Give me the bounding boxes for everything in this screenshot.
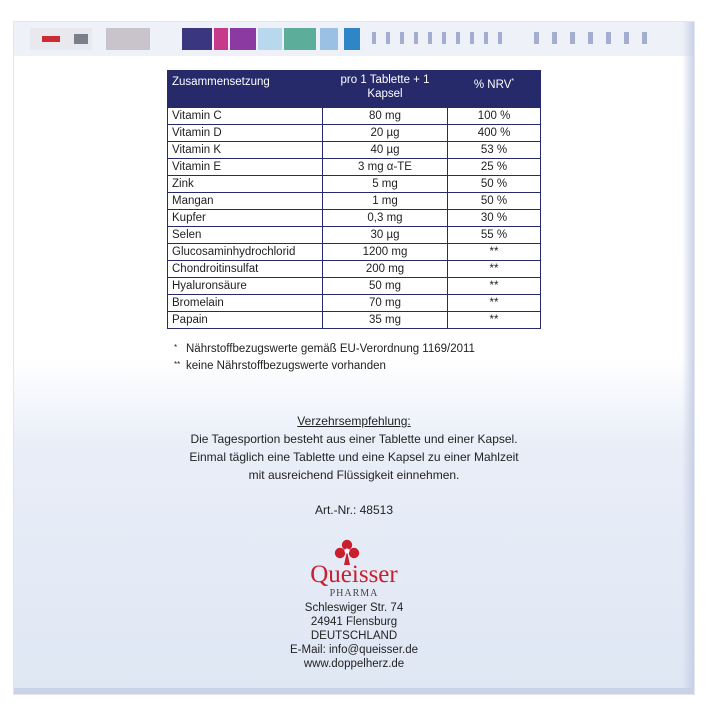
cell-amount: 5 mg xyxy=(323,176,448,193)
package-back xyxy=(14,22,694,694)
table-header-row xyxy=(168,71,541,108)
table-row xyxy=(168,108,541,125)
cell-ingredient: Glucosaminhydrochlorid xyxy=(168,244,323,261)
table-row xyxy=(168,227,541,244)
cell-nrv: ** xyxy=(448,295,541,312)
cell-nrv: 53 % xyxy=(448,142,541,159)
footnote-text: keine Nährstoffbezugswerte vorhanden xyxy=(186,360,386,372)
cell-ingredient: Vitamin E xyxy=(168,159,323,176)
usage-heading: Verzehrsempfehlung: xyxy=(297,414,411,428)
cell-amount: 1 mg xyxy=(323,193,448,210)
footnote-mark: * xyxy=(174,343,178,352)
col-header-composition: Zusammensetzung xyxy=(168,71,323,108)
cell-ingredient: Hyaluronsäure xyxy=(168,278,323,295)
usage-line-2: Einmal täglich eine Tablette und eine Kapsel zu einer Mahlzeit xyxy=(189,450,519,464)
cell-ingredient: Vitamin D xyxy=(168,125,323,142)
cell-nrv: 400 % xyxy=(448,125,541,142)
footnote-1 xyxy=(174,343,475,355)
cell-nrv: 30 % xyxy=(448,210,541,227)
article-number: Art.-Nr.: 48513 xyxy=(314,503,394,517)
cell-ingredient: Bromelain xyxy=(168,295,323,312)
cell-amount: 3 mg α-TE xyxy=(323,159,448,176)
col-header-nrv-sup: * xyxy=(511,78,515,85)
col-header-amount: pro 1 Tablette + 1 Kapsel xyxy=(323,71,448,108)
cell-nrv: 25 % xyxy=(448,159,541,176)
address-website: www.doppelherz.de xyxy=(303,658,405,670)
cell-ingredient: Zink xyxy=(168,176,323,193)
col-header-nrv-label: % NRV xyxy=(473,78,512,91)
cell-nrv: ** xyxy=(448,278,541,295)
cell-nrv: 100 % xyxy=(448,108,541,125)
cell-amount: 1200 mg xyxy=(323,244,448,261)
cell-nrv: 55 % xyxy=(448,227,541,244)
table-row xyxy=(168,210,541,227)
address-country: DEUTSCHLAND xyxy=(310,630,398,642)
table-row xyxy=(168,244,541,261)
cell-amount: 40 µg xyxy=(323,142,448,159)
cell-amount: 70 mg xyxy=(323,295,448,312)
cell-amount: 35 mg xyxy=(323,312,448,329)
footnote-mark: ** xyxy=(174,360,181,369)
address-email: E-Mail: info@queisser.de xyxy=(289,644,418,656)
usage-line-1: Die Tagesportion besteht aus einer Tablette und einer Kapsel. xyxy=(190,432,518,446)
table-row xyxy=(168,176,541,193)
nutrition-table xyxy=(167,70,541,329)
cell-amount: 80 mg xyxy=(323,108,448,125)
cell-ingredient: Vitamin C xyxy=(168,108,323,125)
table-row xyxy=(168,261,541,278)
table-row xyxy=(168,142,541,159)
cell-ingredient: Mangan xyxy=(168,193,323,210)
table-row xyxy=(168,125,541,142)
usage-line-3: mit ausreichend Flüssigkeit einnehmen. xyxy=(248,468,460,482)
address-street: Schleswiger Str. 74 xyxy=(304,602,404,614)
footnote-2 xyxy=(174,360,386,372)
address-city: 24941 Flensburg xyxy=(310,616,398,628)
table-row xyxy=(168,278,541,295)
table-body xyxy=(168,108,541,329)
packaging-top-strip xyxy=(14,22,694,56)
cell-ingredient: Vitamin K xyxy=(168,142,323,159)
col-header-nrv xyxy=(448,71,541,108)
cell-nrv: 50 % xyxy=(448,176,541,193)
cell-amount: 200 mg xyxy=(323,261,448,278)
cell-nrv: ** xyxy=(448,312,541,329)
box-bottom-edge xyxy=(14,688,694,694)
cell-nrv: ** xyxy=(448,261,541,278)
cell-amount: 20 µg xyxy=(323,125,448,142)
footnote-text: Nährstoffbezugswerte gemäß EU-Verordnung 1169/2011 xyxy=(186,343,475,355)
cell-nrv: 50 % xyxy=(448,193,541,210)
cell-ingredient: Papain xyxy=(168,312,323,329)
table-row xyxy=(168,193,541,210)
cell-ingredient: Selen xyxy=(168,227,323,244)
cell-amount: 0,3 mg xyxy=(323,210,448,227)
brand-sub: PHARMA xyxy=(329,588,379,599)
table-row xyxy=(168,312,541,329)
table-row xyxy=(168,159,541,176)
table-row xyxy=(168,295,541,312)
brand-name: Queisser xyxy=(310,561,398,588)
cell-ingredient: Kupfer xyxy=(168,210,323,227)
cell-amount: 50 mg xyxy=(323,278,448,295)
cell-ingredient: Chondroitinsulfat xyxy=(168,261,323,278)
cell-nrv: ** xyxy=(448,244,541,261)
cell-amount: 30 µg xyxy=(323,227,448,244)
